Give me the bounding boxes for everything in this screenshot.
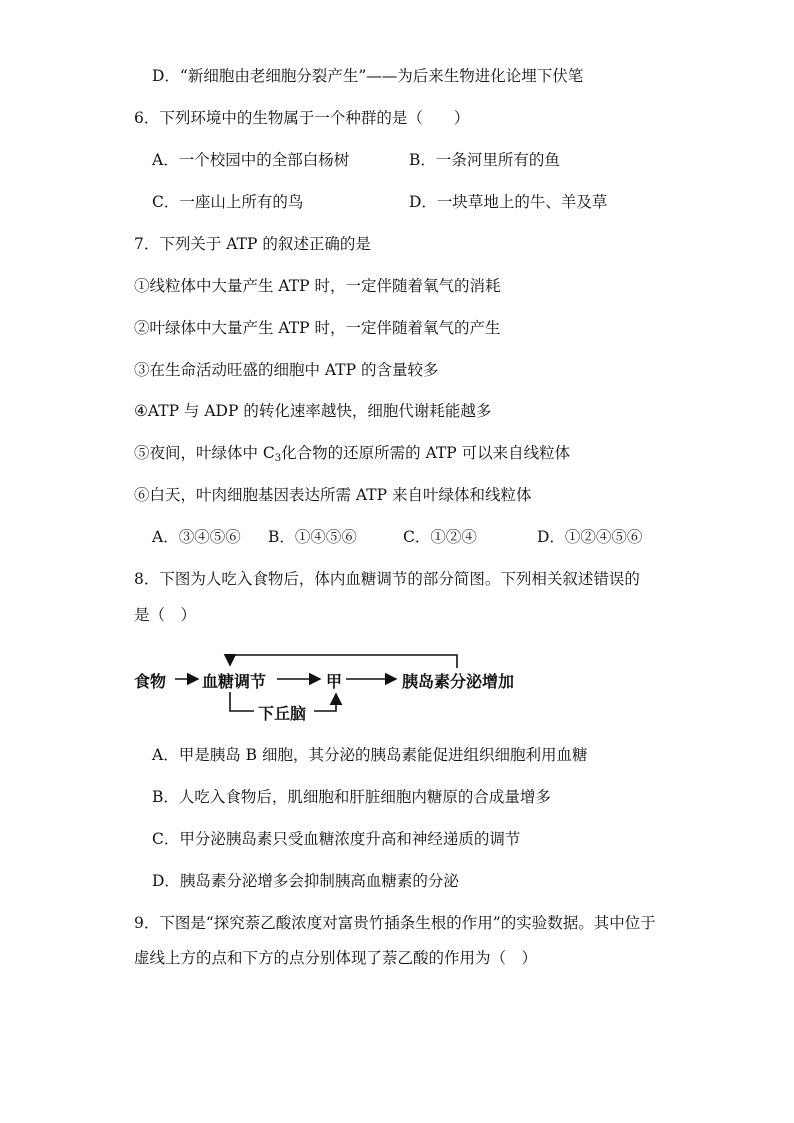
- q7-option-c: C．①②④: [403, 528, 477, 546]
- q8-stem-line1: 8．下图为人吃入食物后，体内血糖调节的部分简图。下列相关叙述错误的: [134, 570, 640, 588]
- q8-option-c: C．甲分泌胰岛素只受血糖浓度升高和神经递质的调节: [152, 830, 521, 848]
- blood-glucose-diagram: [134, 648, 554, 728]
- q7-statement-2: ②叶绿体中大量产生 ATP 时，一定伴随着氧气的产生: [134, 319, 501, 337]
- q7-statement-3: ③在生命活动旺盛的细胞中 ATP 的含量较多: [134, 361, 439, 379]
- q8-option-a: A．甲是胰岛 B 细胞，其分泌的胰岛素能促进组织细胞利用血糖: [152, 746, 588, 764]
- q7-option-b: B．①④⑤⑥: [268, 528, 357, 546]
- arrow-hypothalamus-to-jia: [314, 694, 336, 711]
- q7-statement-6: ⑥白天，叶肉细胞基因表达所需 ATP 来自叶绿体和线粒体: [134, 486, 532, 504]
- q7-option-a: A．③④⑤⑥: [152, 528, 241, 546]
- q7-stem: 7．下列关于 ATP 的叙述正确的是: [134, 235, 371, 253]
- diagram-insulin-increase: 胰岛素分泌增加: [402, 672, 515, 691]
- q7-statement-4: ④ATP 与 ADP 的转化速率越快，细胞代谢耗能越多: [134, 402, 492, 420]
- q8-option-b: B．人吃入食物后，肌细胞和肝脏细胞内糖原的合成量增多: [152, 788, 551, 806]
- line-glucose-to-hypothalamus: [230, 692, 254, 711]
- arrow-feedback: [230, 655, 457, 668]
- q6-option-d: D．一块草地上的牛、羊及草: [409, 193, 608, 211]
- diagram-hypothalamus: 下丘脑: [258, 704, 307, 723]
- q6-stem: 6．下列环境中的生物属于一个种群的是（ ）: [134, 109, 470, 127]
- q9-stem-line2: 虚线上方的点和下方的点分别体现了萘乙酸的作用为（ ）: [134, 949, 538, 967]
- diagram-glucose-regulation: 血糖调节: [202, 672, 267, 691]
- q5-option-d: D．“新细胞由老细胞分裂产生”——为后来生物进化论埋下伏笔: [152, 67, 584, 85]
- q6-option-b: B．一条河里所有的鱼: [409, 151, 560, 169]
- q7-statement-1: ①线粒体中大量产生 ATP 时，一定伴随着氧气的消耗: [134, 277, 501, 295]
- q8-option-d: D．胰岛素分泌增多会抑制胰高血糖素的分泌: [152, 872, 459, 890]
- q7-statement-5: ⑤夜间，叶绿体中 $C_3$化合物的还原所需的 ATP 可以来自线粒体: [134, 444, 571, 464]
- q6-option-c: C．一座山上所有的鸟: [152, 193, 304, 211]
- q7-option-d: D．①②④⑤⑥: [537, 528, 643, 546]
- q9-stem-line1: 9．下图是“探究萘乙酸浓度对富贵竹插条生根的作用”的实验数据。其中位于: [134, 914, 656, 932]
- q7-options: [152, 527, 672, 551]
- q8-stem-line2: 是（ ）: [134, 606, 197, 624]
- q6-option-a: A．一个校园中的全部白杨树: [152, 151, 350, 169]
- diagram-jia: 甲: [326, 672, 343, 691]
- q6-options: [152, 150, 712, 220]
- diagram-food: 食物: [134, 672, 167, 691]
